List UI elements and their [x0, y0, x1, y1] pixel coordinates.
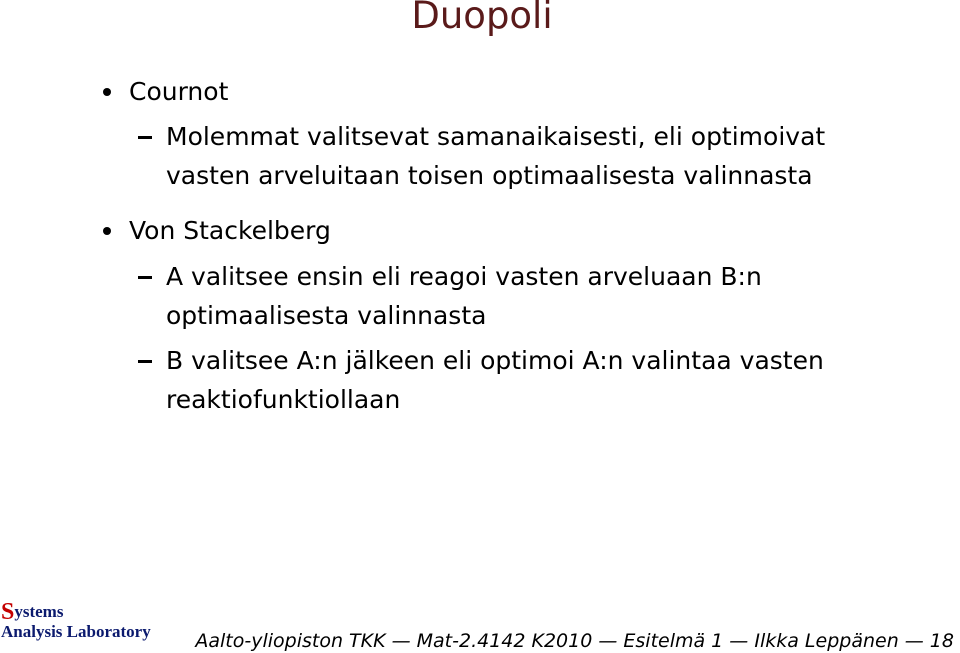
subitem-text: Molemmat valitsevat samanaikaisesti, eli optimoivat vasten arveluitaan toisen optimaalisesta valinnasta [166, 122, 826, 190]
bullet-label: Von Stackelberg [129, 216, 331, 245]
slide-title [0, 0, 960, 37]
subitem-text: B valitsee A:n jälkeen eli optimoi A:n valintaa vasten reaktiofunktiollaan [166, 346, 824, 414]
logo-line1-text: ystems [14, 602, 64, 621]
slide-footer: Aalto-yliopiston TKK — Mat-2.4142 K2010 — Esitelmä 1 — Ilkka Leppänen — 18 [195, 630, 954, 652]
bullet-label: Cournot [129, 77, 229, 106]
bullet-dot-icon [103, 227, 111, 235]
systems-analysis-laboratory-logo [1, 600, 151, 642]
logo-initial: S [1, 599, 15, 625]
dash-icon [138, 276, 152, 279]
dash-icon [138, 360, 152, 363]
subitem-cournot-1 [138, 117, 938, 195]
bullet-dot-icon [103, 88, 111, 96]
slide-title-text: Duopoli [411, 0, 553, 37]
bullet-stackelberg [103, 216, 331, 246]
subitem-stackelberg-1 [138, 257, 938, 335]
subitem-text: A valitsee ensin eli reagoi vasten arveluaan B:n optimaalisesta valinnasta [166, 262, 762, 330]
bullet-cournot [103, 77, 228, 107]
subitem-stackelberg-2 [138, 341, 938, 419]
logo-line-2: Analysis Laboratory [1, 622, 151, 641]
logo-line-1 [1, 599, 151, 625]
dash-icon [138, 136, 152, 139]
